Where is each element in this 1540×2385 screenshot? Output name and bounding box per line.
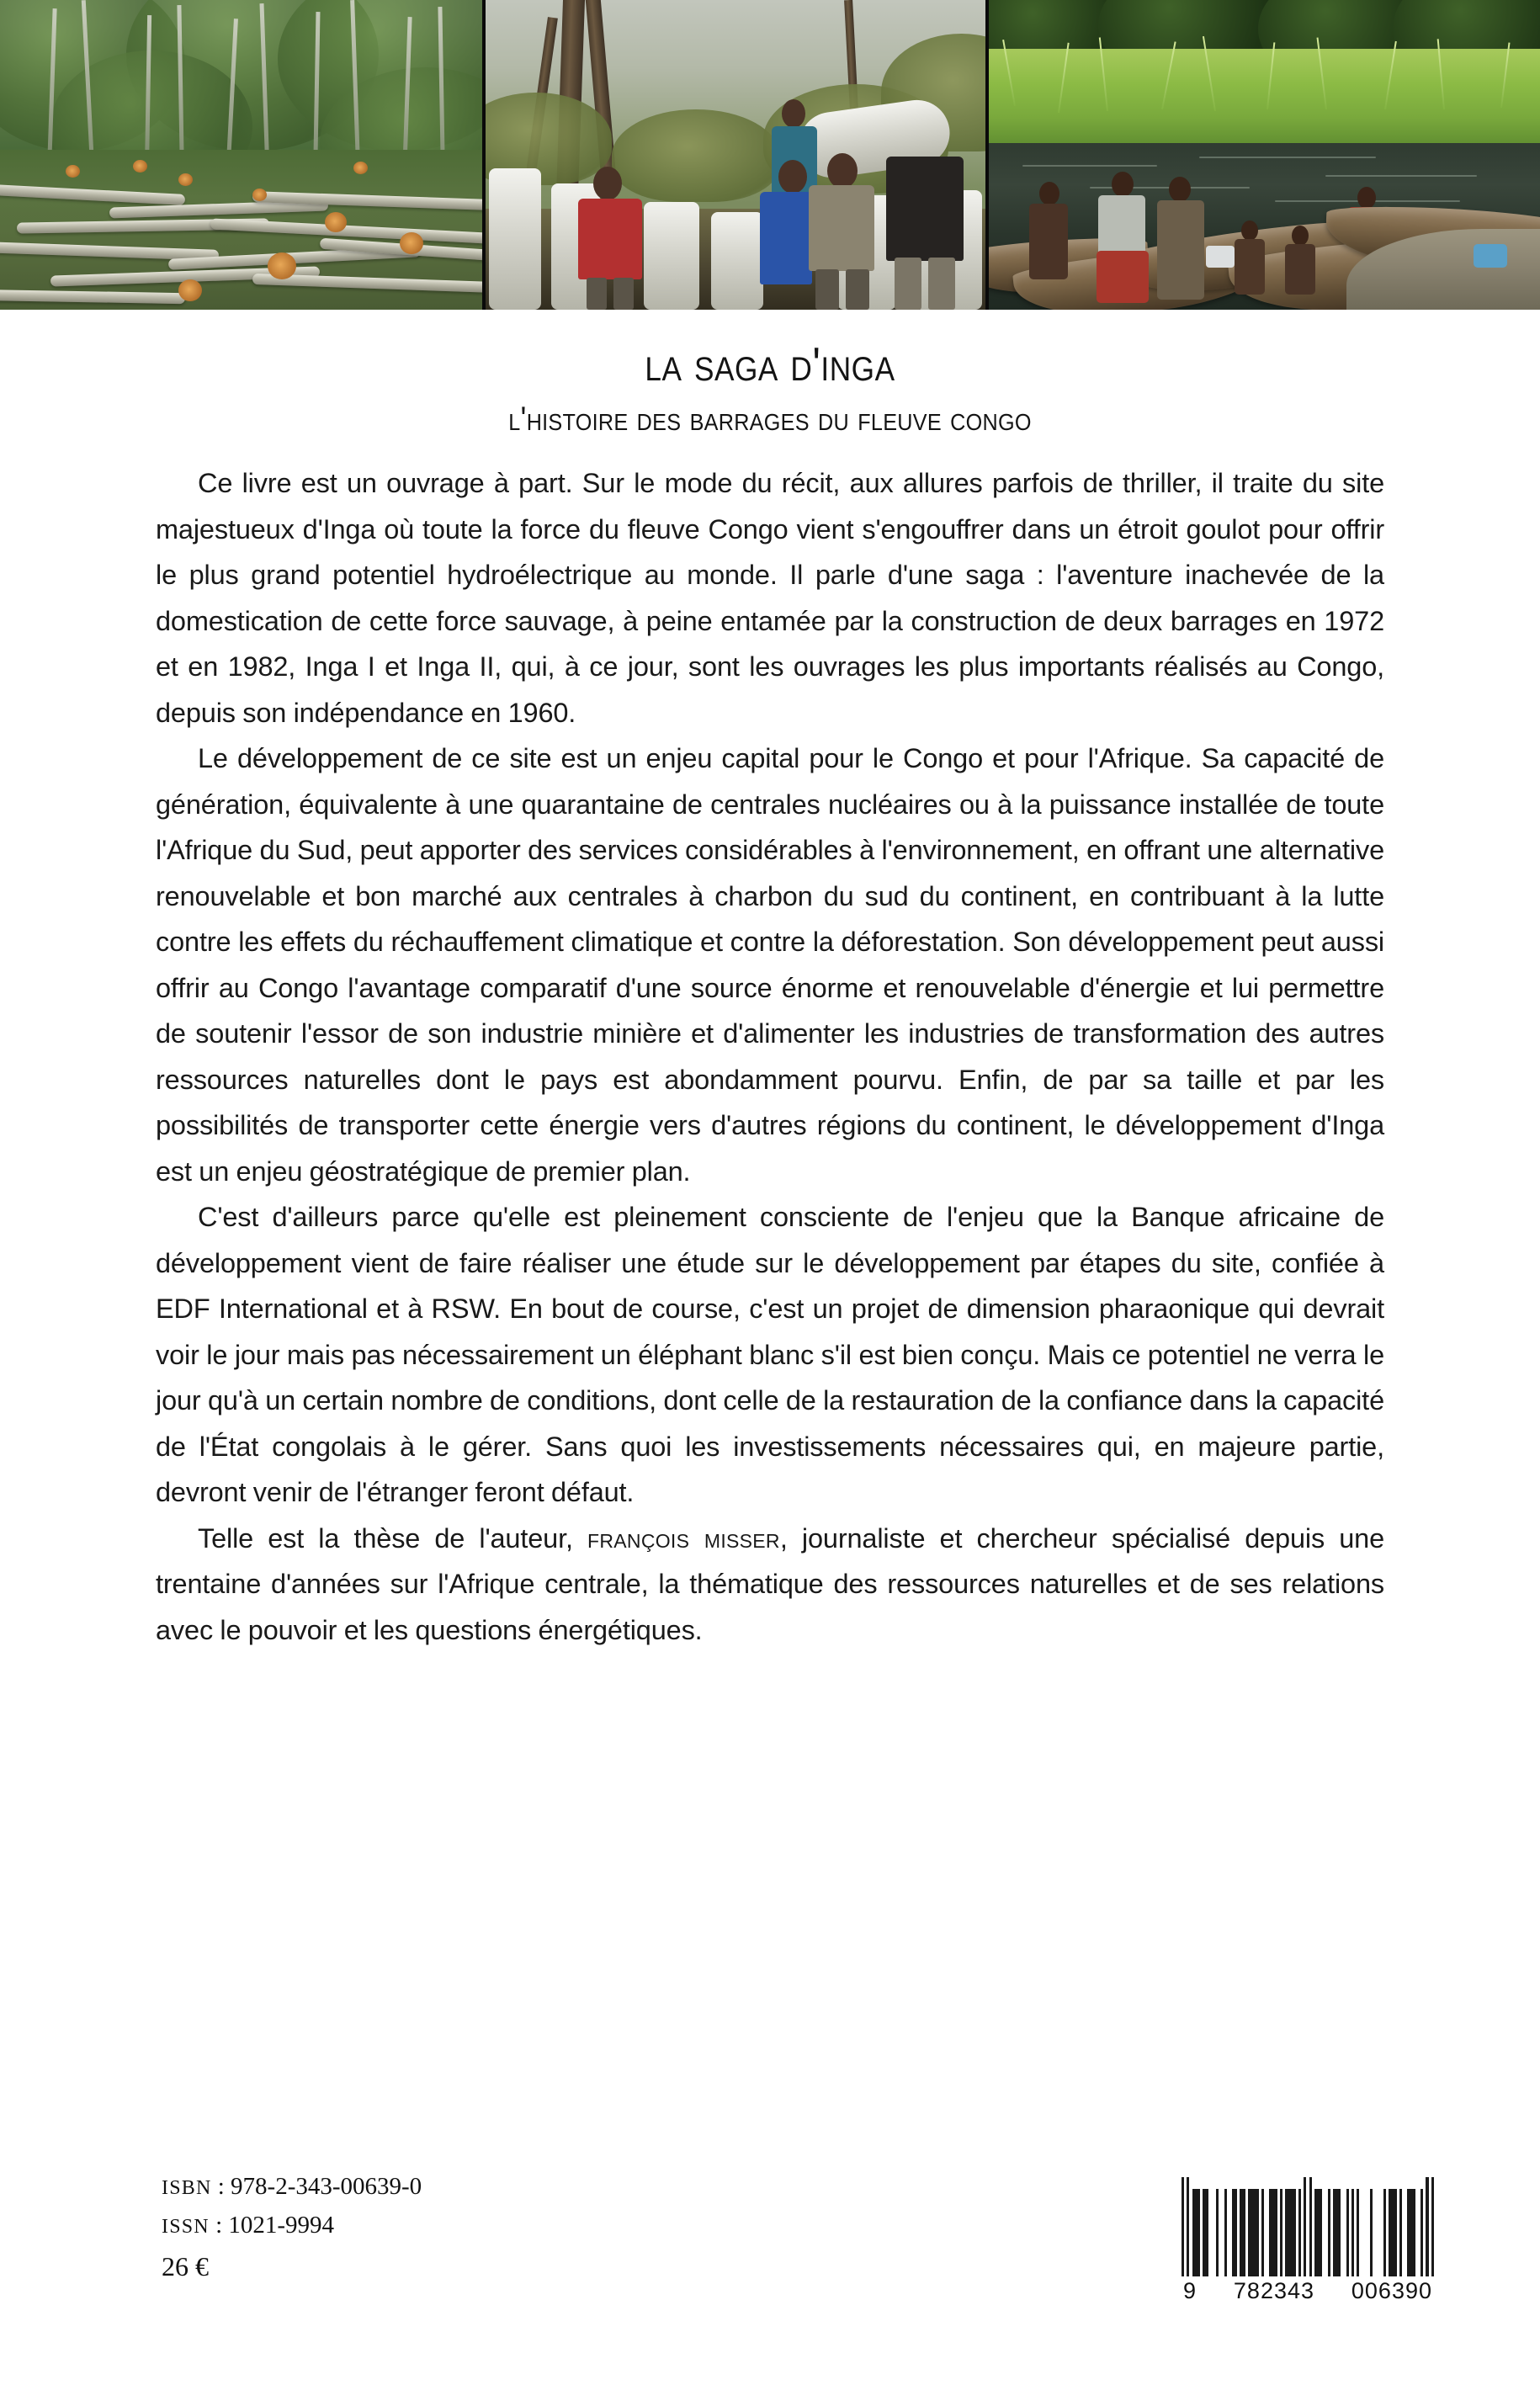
isbn-row xyxy=(162,2168,422,2207)
issn-label: ISSN xyxy=(162,2216,210,2238)
figure-torso xyxy=(1029,204,1068,279)
isbn-separator: : xyxy=(211,2173,231,2200)
cut-stump xyxy=(178,279,202,301)
cover-photo-strip xyxy=(0,0,1540,310)
author-intro-text: Telle est la thèse de l'auteur, xyxy=(198,1522,588,1554)
figure-head xyxy=(1039,182,1059,205)
water-ripple xyxy=(1325,175,1477,177)
cut-stump xyxy=(133,160,147,173)
cut-stump xyxy=(252,189,267,201)
back-cover-text-area xyxy=(0,310,1540,2385)
worker-torso xyxy=(886,157,964,261)
scrub-bush xyxy=(612,109,780,202)
cover-footer xyxy=(0,2107,1540,2385)
imprint-block xyxy=(162,2168,422,2286)
blurb-text xyxy=(156,437,1384,1653)
water-ripple xyxy=(1022,165,1157,167)
figure-torso xyxy=(1157,200,1204,300)
author-description-text: , journaliste et chercheur spécialisé depuis une trentaine d'années sur l'Afrique centrale, la thématique des ressources naturelles et de ses relations avec le pouvoir et les questions énergétiques. xyxy=(156,1522,1385,1645)
barcode-left-group: 782343 xyxy=(1233,2278,1315,2303)
issn-row xyxy=(162,2207,422,2245)
worker-leg xyxy=(587,278,607,310)
worker-torso xyxy=(809,185,874,271)
barcode-right-group: 006390 xyxy=(1351,2278,1432,2303)
isbn-label: ISBN xyxy=(162,2177,212,2199)
figure-head xyxy=(1241,220,1258,241)
worker-leg xyxy=(613,278,634,310)
blurb-paragraph-3: C'est d'ailleurs parce qu'elle est pleinement consciente de l'enjeu que la Banque africaine de développement vient de faire réaliser une étude sur le développement par étapes du site, confiée à EDF International et à RSW. En bout de course, c'est un projet de dimension pharaonique qui devrait voir le jour mais pas nécessairement un éléphant blanc s'il est bien conçu. Mais ce potentiel ne verra le jour qu'à un certain nombre de conditions, dont celle de la restauration de la confiance dans la capacité de l'État congolais à le gérer. Sans quoi les investissements nécessaires qui, en majeure partie, devront venir de l'étranger feront défaut. xyxy=(156,1202,1384,1508)
worker-leg xyxy=(815,269,839,310)
water-ripple xyxy=(1199,157,1376,158)
cut-stump xyxy=(178,173,193,186)
wash-basin xyxy=(1206,246,1235,268)
cut-stump xyxy=(353,162,368,174)
cut-stump xyxy=(66,165,80,178)
blurb-paragraph-1: Ce livre est un ouvrage à part. Sur le mode du récit, aux allures parfois de thriller, il traite du site majestueux d'Inga où toute la force du fleuve Congo vient s'engouffrer dans un étroit goulot pour offrir le plus grand potentiel hydroélectrique au monde. Il parle d'une saga : l'aventure inachevée de la domestication de cette force sauvage, à peine entamée par la construction de deux barrages en 1972 et en 1982, Inga I et Inga II, qui, à ce jour, sont les ouvrages les plus importants réalisés au Congo, depuis son indépendance en 1960. xyxy=(156,468,1384,728)
worker-leg xyxy=(895,258,921,310)
barcode-lead-digit: 9 xyxy=(1183,2278,1197,2303)
barcode xyxy=(1182,2177,1434,2304)
worker-leg xyxy=(846,269,869,310)
worker-head xyxy=(593,167,622,200)
charcoal-sack xyxy=(644,202,699,310)
issn-value: 1021-9994 xyxy=(228,2212,335,2239)
figure-head xyxy=(1112,172,1134,197)
reed-bank xyxy=(989,49,1540,148)
price: 26 € xyxy=(162,2251,209,2281)
cut-stump xyxy=(268,252,296,279)
worker-torso xyxy=(578,199,642,279)
worker-head xyxy=(782,99,805,128)
barcode-bars xyxy=(1182,2177,1434,2276)
photo-pirogues-river xyxy=(989,0,1540,310)
worker-head xyxy=(827,153,858,189)
worker-head xyxy=(778,160,807,194)
issn-separator: : xyxy=(209,2212,229,2239)
figure-skirt xyxy=(1097,251,1149,303)
boy-head xyxy=(1357,187,1376,209)
title-block xyxy=(0,337,1540,438)
cut-stump xyxy=(325,212,347,232)
photo-deforestation xyxy=(0,0,482,310)
blurb-paragraph-2: Le développement de ce site est un enjeu capital pour le Congo et pour l'Afrique. Sa capacité de génération, équivalente à une quarantaine de centrales nucléaires ou à la puissance installée de toute l'Afrique du Sud, peut apporter des services considérables à l'environnement, en offrant une alternative renouvelable et bon marché aux centrales à charbon du sud du continent, en contribuant à la lutte contre les effets du réchauffement climatique et contre la déforestation. Son développement peut aussi offrir au Congo l'avantage comparatif d'une source énorme et renouvelable d'énergie et lui permettre de soutenir l'essor de son industrie minière et d'alimenter les industries de transformation des autres ressources naturelles dont le pays est abondamment pourvu. Enfin, de par sa taille et par les possibilités de transporter cette énergie vers d'autres régions du continent, le développement d'Inga est un enjeu géostratégique de premier plan. xyxy=(156,743,1384,1187)
isbn-value: 978-2-343-00639-0 xyxy=(231,2173,422,2200)
worker-leg xyxy=(928,258,955,310)
blurb-paragraph-4 xyxy=(156,1516,1384,1654)
author-name: françois misser xyxy=(587,1522,780,1554)
blue-basin xyxy=(1474,244,1507,268)
charcoal-sack xyxy=(489,168,541,310)
figure-head xyxy=(1292,226,1309,246)
figure-torso xyxy=(1098,195,1145,258)
cut-stump xyxy=(400,232,423,254)
figure-torso xyxy=(1235,239,1265,295)
book-title: la saga d'inga xyxy=(645,337,895,391)
figure-torso xyxy=(1285,244,1315,295)
barcode-digits xyxy=(1182,2278,1434,2304)
charcoal-sack xyxy=(711,212,763,310)
figure-head xyxy=(1169,177,1191,202)
photo-charcoal-carriers xyxy=(486,0,985,310)
worker-torso xyxy=(760,192,812,284)
book-subtitle: l'histoire des barrages du fleuve congo xyxy=(508,401,1032,438)
